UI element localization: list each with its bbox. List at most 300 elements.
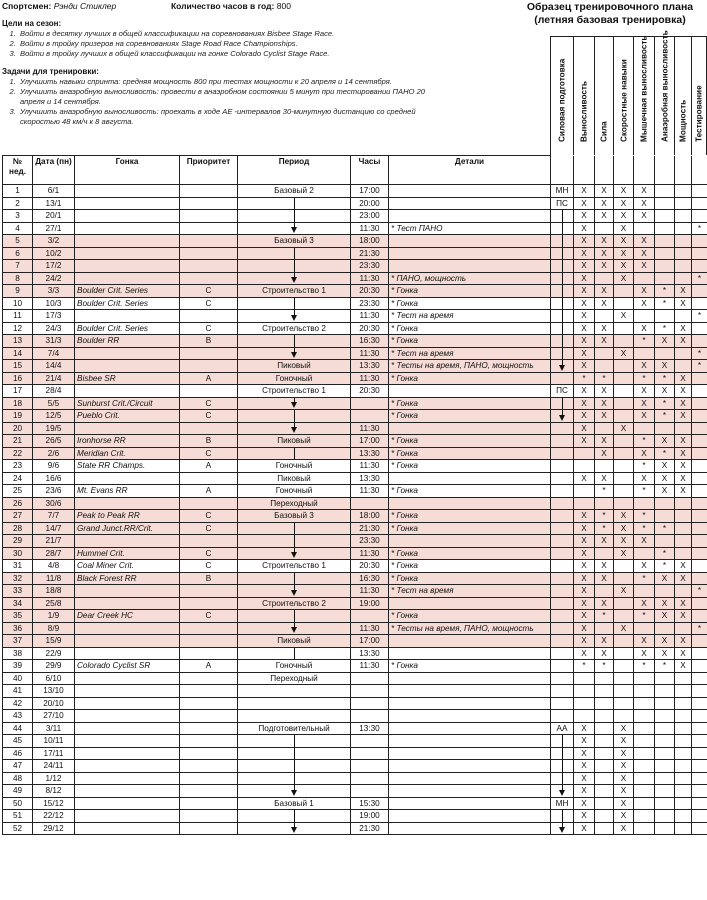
table-row (3, 547, 707, 560)
training-plan-table (2, 155, 707, 835)
anaerobic-endurance-cell: * (655, 397, 675, 410)
col-testing-label: Тестирование (694, 85, 704, 142)
week-cell: 11 (3, 310, 33, 323)
endurance-cell: X (574, 235, 595, 248)
priority-cell (180, 760, 238, 773)
force-cell: * (595, 522, 614, 535)
details-cell (389, 810, 551, 823)
priority-cell: C (180, 522, 238, 535)
muscular-endurance-cell: X (634, 535, 655, 548)
priority-cell (180, 385, 238, 398)
muscular-endurance-cell (634, 772, 655, 785)
endurance-cell: X (574, 472, 595, 485)
power-cell (675, 347, 692, 360)
speed-skills-cell: X (614, 785, 634, 798)
speed-skills-cell: X (614, 422, 634, 435)
period-cell: Переходный (238, 672, 351, 685)
muscular-endurance-cell (634, 785, 655, 798)
power-cell: X (675, 647, 692, 660)
priority-cell (180, 710, 238, 723)
table-row (3, 385, 707, 398)
date-cell: 12/5 (33, 410, 75, 423)
speed-skills-cell (614, 485, 634, 498)
hours-cell: 11:30 (351, 547, 389, 560)
table-row (3, 785, 707, 798)
date-cell: 24/2 (33, 272, 75, 285)
strength-prep-cell (551, 535, 574, 548)
goal-item: 2. Войти в тройку призеров на соревнованиях Stage Road Race Championships. (18, 39, 482, 49)
testing-cell (692, 710, 707, 723)
muscular-endurance-cell (634, 822, 655, 835)
force-cell (595, 735, 614, 748)
endurance-cell: X (574, 822, 595, 835)
anaerobic-endurance-cell: * (655, 285, 675, 298)
muscular-endurance-cell (634, 685, 655, 698)
strength-prep-cell (551, 335, 574, 348)
anaerobic-endurance-cell (655, 347, 675, 360)
power-cell: X (675, 560, 692, 573)
week-cell: 24 (3, 472, 33, 485)
muscular-endurance-cell: X (634, 560, 655, 573)
table-row (3, 285, 707, 298)
strength-prep-cell: ПС (551, 197, 574, 210)
anaerobic-endurance-cell (655, 797, 675, 810)
anaerobic-endurance-cell (655, 422, 675, 435)
date-cell: 24/3 (33, 322, 75, 335)
strength-prep-cell (551, 347, 574, 360)
hours-cell: 21:30 (351, 522, 389, 535)
table-row (3, 597, 707, 610)
testing-cell (692, 260, 707, 273)
athlete-header (2, 1, 291, 11)
priority-cell (180, 535, 238, 548)
muscular-endurance-cell: X (634, 472, 655, 485)
force-cell (595, 272, 614, 285)
strength-prep-cell (551, 735, 574, 748)
priority-cell (180, 772, 238, 785)
strength-prep-cell (551, 697, 574, 710)
hours-cell: 17:00 (351, 635, 389, 648)
force-cell: X (595, 635, 614, 648)
details-cell: * Гонка (389, 572, 551, 585)
table-row (3, 422, 707, 435)
week-cell: 25 (3, 485, 33, 498)
details-cell: * Гонка (389, 560, 551, 573)
speed-skills-cell (614, 360, 634, 373)
endurance-cell: X (574, 522, 595, 535)
week-cell: 36 (3, 622, 33, 635)
power-cell (675, 772, 692, 785)
week-cell: 6 (3, 247, 33, 260)
power-cell (675, 547, 692, 560)
table-row (3, 635, 707, 648)
anaerobic-endurance-cell: X (655, 572, 675, 585)
force-cell: X (595, 210, 614, 223)
race-cell (75, 685, 180, 698)
endurance-cell: X (574, 410, 595, 423)
testing-cell (692, 247, 707, 260)
force-cell (595, 797, 614, 810)
week-cell: 42 (3, 697, 33, 710)
power-cell: X (675, 397, 692, 410)
anaerobic-endurance-cell: * (655, 447, 675, 460)
table-row (3, 685, 707, 698)
muscular-endurance-cell (634, 497, 655, 510)
week-cell: 12 (3, 322, 33, 335)
table-row (3, 710, 707, 723)
date-cell: 28/4 (33, 385, 75, 398)
force-cell (595, 697, 614, 710)
race-cell: Boulder Crit. Series (75, 322, 180, 335)
race-cell: Hummel Crit. (75, 547, 180, 560)
priority-cell (180, 347, 238, 360)
details-cell (389, 385, 551, 398)
force-cell (595, 722, 614, 735)
plan-title (515, 1, 705, 27)
force-cell: X (595, 560, 614, 573)
week-cell: 41 (3, 685, 33, 698)
date-cell: 1/12 (33, 772, 75, 785)
strength-prep-cell (551, 597, 574, 610)
anaerobic-endurance-cell: * (655, 660, 675, 673)
muscular-endurance-cell: * (634, 522, 655, 535)
force-cell: X (595, 335, 614, 348)
week-cell: 31 (3, 560, 33, 573)
power-cell: X (675, 372, 692, 385)
anaerobic-endurance-cell (655, 197, 675, 210)
hours-cell: 19:00 (351, 810, 389, 823)
muscular-endurance-cell: * (634, 372, 655, 385)
details-cell (389, 785, 551, 798)
week-cell: 20 (3, 422, 33, 435)
speed-skills-cell: X (614, 347, 634, 360)
muscular-endurance-cell (634, 585, 655, 598)
race-cell: Boulder Crit. Series (75, 297, 180, 310)
race-cell (75, 260, 180, 273)
speed-skills-cell (614, 397, 634, 410)
details-cell (389, 822, 551, 835)
race-cell: Boulder RR (75, 335, 180, 348)
hours-value: 800 (276, 1, 291, 11)
period-cell: Гоночный (238, 660, 351, 673)
speed-skills-cell: X (614, 535, 634, 548)
priority-cell: B (180, 435, 238, 448)
speed-skills-cell (614, 560, 634, 573)
force-cell (595, 497, 614, 510)
period-cell: Строительство 2 (238, 597, 351, 610)
period-cell (238, 197, 351, 210)
testing-cell (692, 735, 707, 748)
strength-prep-cell (551, 785, 574, 798)
muscular-endurance-cell: X (634, 247, 655, 260)
week-cell: 38 (3, 647, 33, 660)
endurance-cell: X (574, 510, 595, 523)
period-cell (238, 535, 351, 548)
power-cell (675, 735, 692, 748)
endurance-cell: X (574, 297, 595, 310)
date-cell: 20/10 (33, 697, 75, 710)
details-cell (389, 685, 551, 698)
strength-prep-cell (551, 360, 574, 373)
hours-cell: 18:00 (351, 510, 389, 523)
priority-cell (180, 272, 238, 285)
muscular-endurance-cell (634, 272, 655, 285)
col-race: Гонка (75, 156, 180, 185)
athlete-name: Рэнди Стиклер (53, 1, 117, 11)
force-cell: * (595, 485, 614, 498)
period-cell (238, 422, 351, 435)
anaerobic-endurance-cell (655, 622, 675, 635)
race-cell (75, 672, 180, 685)
hours-cell: 20:00 (351, 197, 389, 210)
table-row (3, 297, 707, 310)
power-cell (675, 235, 692, 248)
power-cell (675, 797, 692, 810)
hours-cell: 21:30 (351, 247, 389, 260)
date-cell: 10/2 (33, 247, 75, 260)
testing-cell (692, 235, 707, 248)
table-row (3, 697, 707, 710)
col-period: Период (238, 156, 351, 185)
period-cell: Строительство 2 (238, 322, 351, 335)
hours-cell (351, 747, 389, 760)
date-cell: 27/10 (33, 710, 75, 723)
priority-cell (180, 197, 238, 210)
priority-cell: C (180, 322, 238, 335)
race-cell: Sunburst Crit./Circuit (75, 397, 180, 410)
muscular-endurance-cell (634, 222, 655, 235)
strength-prep-cell (551, 822, 574, 835)
endurance-cell: X (574, 197, 595, 210)
muscular-endurance-cell (634, 697, 655, 710)
muscular-endurance-cell (634, 310, 655, 323)
power-cell (675, 672, 692, 685)
anaerobic-endurance-cell: X (655, 635, 675, 648)
date-cell: 9/6 (33, 460, 75, 473)
table-row (3, 310, 707, 323)
col-force (595, 156, 614, 185)
table-row (3, 560, 707, 573)
priority-cell (180, 210, 238, 223)
force-cell (595, 222, 614, 235)
testing-cell (692, 747, 707, 760)
col-power-label: Мощность (678, 99, 688, 142)
hours-cell: 15:30 (351, 797, 389, 810)
muscular-endurance-cell: * (634, 610, 655, 623)
muscular-endurance-cell: X (634, 360, 655, 373)
testing-cell (692, 810, 707, 823)
strength-prep-cell (551, 372, 574, 385)
testing-cell: * (692, 347, 707, 360)
strength-prep-cell (551, 285, 574, 298)
speed-skills-cell (614, 410, 634, 423)
table-row (3, 572, 707, 585)
priority-cell: C (180, 560, 238, 573)
hours-cell: 11:30 (351, 272, 389, 285)
anaerobic-endurance-cell (655, 785, 675, 798)
muscular-endurance-cell (634, 797, 655, 810)
muscular-endurance-cell (634, 810, 655, 823)
endurance-cell (574, 697, 595, 710)
power-cell (675, 685, 692, 698)
speed-skills-cell: X (614, 747, 634, 760)
power-cell: X (675, 660, 692, 673)
race-cell (75, 747, 180, 760)
anaerobic-endurance-cell (655, 822, 675, 835)
period-cell (238, 260, 351, 273)
power-cell: X (675, 335, 692, 348)
hours-cell: 20:30 (351, 322, 389, 335)
power-cell (675, 585, 692, 598)
force-cell (595, 672, 614, 685)
anaerobic-endurance-cell: * (655, 560, 675, 573)
strength-prep-cell (551, 397, 574, 410)
date-cell: 29/12 (33, 822, 75, 835)
hours-cell: 11:30 (351, 485, 389, 498)
date-cell: 2/6 (33, 447, 75, 460)
period-cell: Строительство 1 (238, 560, 351, 573)
table-row (3, 335, 707, 348)
anaerobic-endurance-cell: X (655, 360, 675, 373)
power-cell (675, 510, 692, 523)
race-cell (75, 622, 180, 635)
power-cell: X (675, 285, 692, 298)
details-cell: * Гонка (389, 460, 551, 473)
table-row (3, 660, 707, 673)
endurance-cell: * (574, 660, 595, 673)
col-power (675, 156, 692, 185)
details-cell: * Гонка (389, 410, 551, 423)
week-cell: 3 (3, 210, 33, 223)
force-cell (595, 810, 614, 823)
priority-cell (180, 685, 238, 698)
testing-cell (692, 185, 707, 198)
power-cell: X (675, 322, 692, 335)
strength-prep-cell (551, 547, 574, 560)
week-cell: 2 (3, 197, 33, 210)
power-cell (675, 210, 692, 223)
race-cell: Ironhorse RR (75, 435, 180, 448)
period-cell: Подготовительный (238, 722, 351, 735)
plan-title-line1: Образец тренировочного плана (526, 1, 694, 13)
anaerobic-endurance-cell (655, 535, 675, 548)
hours-cell (351, 772, 389, 785)
force-cell (595, 310, 614, 323)
priority-cell (180, 797, 238, 810)
strength-prep-cell (551, 747, 574, 760)
date-cell: 28/7 (33, 547, 75, 560)
date-cell: 13/1 (33, 197, 75, 210)
speed-skills-cell (614, 460, 634, 473)
force-cell (595, 360, 614, 373)
details-cell (389, 197, 551, 210)
col-muscular-endurance-label: Мышечная выносливость (639, 35, 649, 142)
hours-cell: 11:30 (351, 460, 389, 473)
testing-cell (692, 547, 707, 560)
hours-cell: 11:30 (351, 422, 389, 435)
priority-cell (180, 810, 238, 823)
power-cell: X (675, 472, 692, 485)
priority-cell: A (180, 485, 238, 498)
col-testing (692, 156, 707, 185)
speed-skills-cell: X (614, 247, 634, 260)
strength-prep-cell (551, 572, 574, 585)
week-cell: 48 (3, 772, 33, 785)
strength-prep-cell (551, 610, 574, 623)
testing-cell (692, 410, 707, 423)
race-cell: Pueblo Crit. (75, 410, 180, 423)
goal-item: 1. Войти в десятку лучших в общей классификации на соревнованиях Bisbee Stage Race. (18, 29, 482, 39)
endurance-cell: X (574, 397, 595, 410)
race-cell (75, 197, 180, 210)
priority-cell (180, 585, 238, 598)
anaerobic-endurance-cell (655, 497, 675, 510)
week-cell: 39 (3, 660, 33, 673)
endurance-cell: X (574, 210, 595, 223)
speed-skills-cell (614, 572, 634, 585)
anaerobic-endurance-cell (655, 710, 675, 723)
period-cell: Пиковый (238, 635, 351, 648)
anaerobic-endurance-cell: X (655, 335, 675, 348)
priority-cell (180, 185, 238, 198)
strength-prep-cell: МН (551, 185, 574, 198)
force-cell (595, 585, 614, 598)
table-row (3, 610, 707, 623)
strength-prep-cell (551, 810, 574, 823)
race-cell (75, 210, 180, 223)
col-week: № нед. (3, 156, 33, 185)
speed-skills-cell: X (614, 622, 634, 635)
speed-skills-cell (614, 497, 634, 510)
race-cell (75, 797, 180, 810)
race-cell (75, 810, 180, 823)
strength-prep-cell (551, 672, 574, 685)
strength-prep-cell (551, 485, 574, 498)
endurance-cell: X (574, 285, 595, 298)
table-row (3, 485, 707, 498)
force-cell: X (595, 647, 614, 660)
week-cell: 10 (3, 297, 33, 310)
muscular-endurance-cell (634, 347, 655, 360)
race-cell (75, 347, 180, 360)
force-cell: X (595, 410, 614, 423)
period-cell (238, 310, 351, 323)
hours-cell: 21:30 (351, 822, 389, 835)
details-cell (389, 260, 551, 273)
endurance-cell: X (574, 260, 595, 273)
priority-cell: C (180, 285, 238, 298)
testing-cell (692, 297, 707, 310)
speed-skills-cell: X (614, 522, 634, 535)
force-cell: * (595, 372, 614, 385)
date-cell: 8/9 (33, 622, 75, 635)
testing-cell (692, 472, 707, 485)
date-cell: 15/9 (33, 635, 75, 648)
period-cell (238, 760, 351, 773)
testing-cell (692, 335, 707, 348)
muscular-endurance-cell (634, 735, 655, 748)
testing-cell: * (692, 272, 707, 285)
period-cell: Пиковый (238, 472, 351, 485)
testing-cell (692, 485, 707, 498)
col-endurance-header (573, 36, 594, 155)
date-cell: 17/11 (33, 747, 75, 760)
table-row (3, 222, 707, 235)
priority-cell: C (180, 297, 238, 310)
col-anaerobic-endurance-header (654, 30, 674, 155)
week-cell: 1 (3, 185, 33, 198)
period-cell: Гоночный (238, 372, 351, 385)
